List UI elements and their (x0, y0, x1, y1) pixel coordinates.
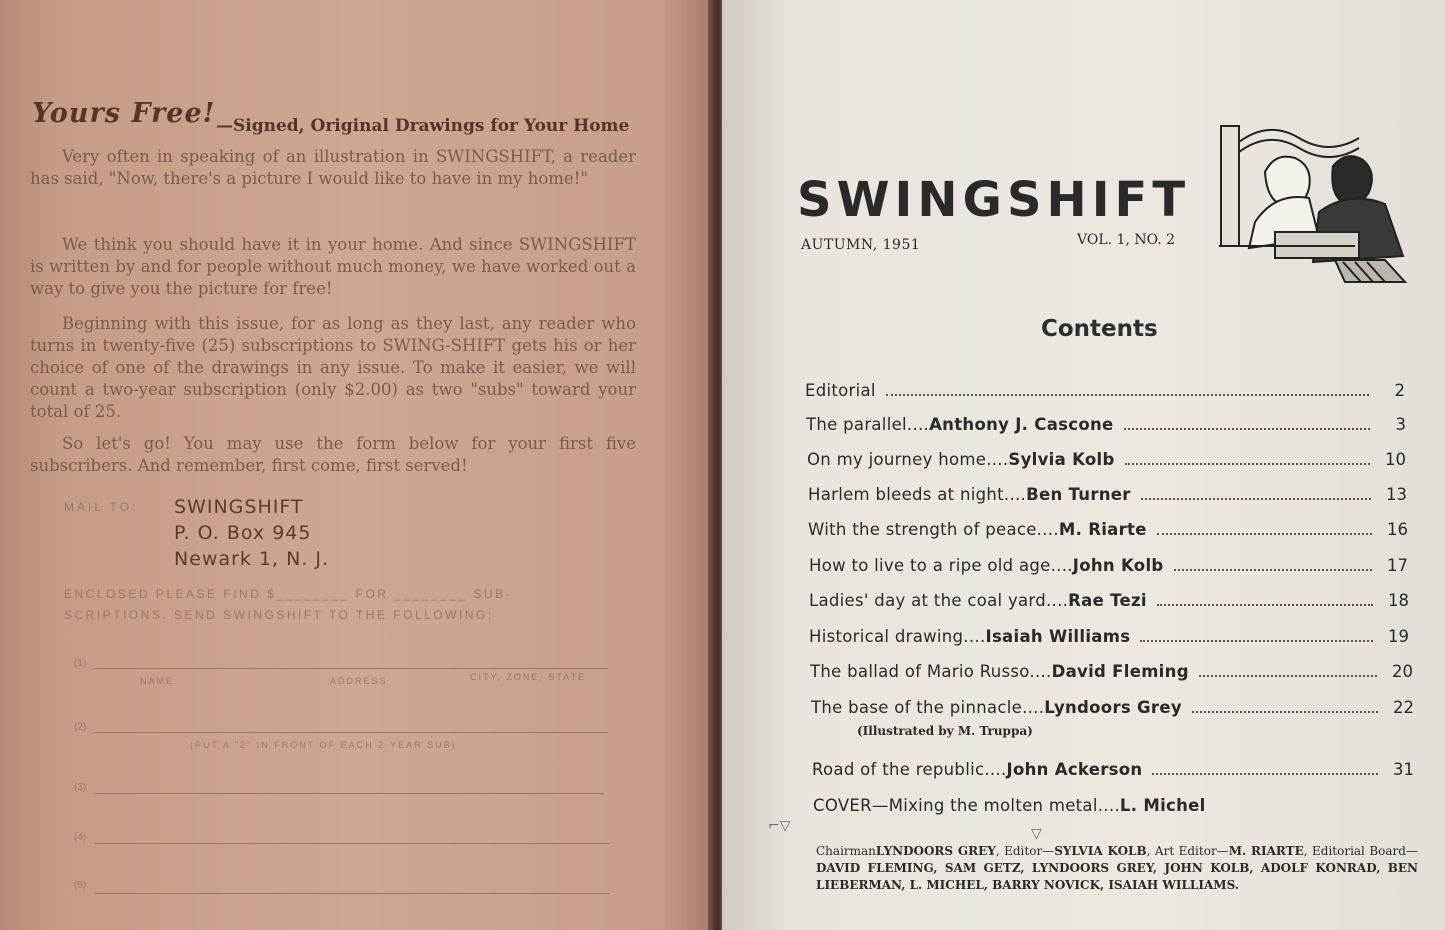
pencil-mark: ▽ (1031, 826, 1042, 842)
toc-leader (1157, 604, 1373, 606)
form-line (94, 843, 610, 844)
address-line: Newark 1, N. J. (174, 548, 330, 570)
toc-entry-author: Isaiah Williams (985, 627, 1131, 646)
toc-entry-title: The parallel.... (806, 415, 930, 434)
toc-entry-page: 16 (1387, 520, 1408, 539)
toc-entry-author: M. Riarte (1058, 520, 1147, 539)
toc-entry-title: The base of the pinnacle.... (811, 698, 1045, 717)
offer-paragraph: So let's go! You may use the form below for your first five subscribers. And remember, first come, first served! (30, 434, 636, 475)
form-row-number: (1) (74, 658, 87, 669)
toc-entry-author: Rae Tezi (1068, 591, 1147, 610)
toc-entry-title: Road of the republic.... (812, 760, 1007, 779)
form-row-number: (3) (74, 782, 87, 793)
toc-entry[interactable] (811, 698, 1414, 724)
toc-entry[interactable] (807, 450, 1406, 476)
toc-entry-title: Historical drawing.... (809, 627, 986, 646)
toc-entry-page: 10 (1385, 450, 1406, 469)
toc-leader (1140, 640, 1373, 642)
board-editor: SYLVIA KOLB (1054, 844, 1147, 858)
toc-entry-title: Harlem bleeds at night.... (808, 485, 1027, 504)
toc-leader (1141, 498, 1371, 500)
toc-entry[interactable] (809, 627, 1409, 653)
toc-entry-page: 31 (1393, 760, 1414, 779)
form-note: (PUT A "2" IN FRONT OF EACH 2-YEAR SUB) (190, 740, 457, 750)
form-instructions: ENCLOSED PLEASE FIND $________ FOR ________ SUB-SCRIPTIONS. SEND SWINGSHIFT TO THE FOLLOWING: (64, 587, 513, 622)
toc-entry-page: 13 (1386, 485, 1407, 504)
illustration-credit: (Illustrated by M. Truppa) (857, 724, 1033, 738)
issue-volume: VOL. 1, NO. 2 (1077, 232, 1176, 248)
form-line (94, 893, 610, 894)
toc-entry-title: COVER—Mixing the molten metal.... (813, 796, 1120, 815)
board-members-label: , Editorial Board— (1303, 844, 1418, 858)
toc-entry-title: The ballad of Mario Russo.... (810, 662, 1052, 681)
toc-leader (1157, 533, 1372, 535)
offer-title: Yours Free! (32, 98, 216, 129)
toc-entry-page: 17 (1387, 556, 1408, 575)
toc-entry[interactable] (813, 796, 1313, 822)
toc-entry-author: Sylvia Kolb (1008, 450, 1115, 469)
toc-entry-title: With the strength of peace.... (808, 520, 1059, 539)
toc-entry-author: John Ackerson (1006, 760, 1143, 779)
address-line: SWINGSHIFT (174, 496, 304, 518)
board-art-editor: M. RIARTE (1228, 844, 1304, 858)
toc-entry-author: L. Michel (1119, 796, 1206, 815)
contents-heading: Contents (1041, 316, 1158, 342)
offer-subtitle: —Signed, Original Drawings for Your Home (216, 116, 630, 136)
mail-to-address (174, 494, 329, 572)
toc-entry-author: Lyndoors Grey (1044, 698, 1182, 717)
board-editor-label: , Editor— (995, 844, 1055, 858)
toc-leader (886, 394, 1369, 396)
toc-entry-author: Anthony J. Cascone (929, 415, 1114, 434)
masthead: SWINGSHIFT (797, 172, 1191, 228)
offer-paragraph: We think you should have it in your home. And since SWINGSHIFT is written by and for people without much money, we have worked out a way to give you the picture for free! (30, 235, 636, 298)
form-row-number: (2) (74, 722, 87, 733)
toc-entry-author: John Kolb (1072, 556, 1164, 575)
toc-entry[interactable] (809, 556, 1408, 582)
form-column-city: CITY, ZONE, STATE (470, 672, 587, 682)
toc-leader (1199, 675, 1377, 677)
toc-leader (1174, 569, 1372, 571)
workers-illustration (1215, 112, 1425, 292)
toc-entry[interactable] (808, 485, 1407, 511)
toc-entry-title: On my journey home.... (807, 450, 1009, 469)
board-members: DAVID FLEMING, SAM GETZ, LYNDOORS GREY, JOHN KOLB, ADOLF KONRAD, BEN LIEBERMAN, L. MICHEL, BARRY NOVICK, ISAIAH WILLIAMS. (816, 861, 1418, 892)
form-column-address: ADDRESS (330, 676, 388, 686)
toc-entry[interactable] (809, 591, 1409, 617)
pencil-mark: ⌐▽ (768, 818, 791, 834)
toc-entry-page: 3 (1395, 415, 1406, 434)
toc-entry-author: David Fleming (1051, 662, 1189, 681)
toc-leader (1152, 773, 1378, 775)
mail-to-label: MAIL TO: (64, 500, 139, 514)
issue-date: AUTUMN, 1951 (801, 237, 921, 253)
toc-entry-title: How to live to a ripe old age.... (809, 556, 1073, 575)
toc-entry[interactable] (812, 760, 1414, 786)
toc-entry[interactable] (808, 520, 1408, 546)
toc-entry-title: Editorial (805, 381, 876, 400)
offer-paragraph: Beginning with this issue, for as long as they last, any reader who turns in twenty-five (25) subscriptions to SWING-SHIFT gets his or her choice of one of the drawings in any issue. To make it easier, we will count a two-year subscription (only $2.00) as two "subs" toward your total of 25. (30, 314, 636, 421)
toc-leader (1125, 463, 1370, 465)
toc-entry-page: 19 (1388, 627, 1409, 646)
editorial-board (816, 843, 1418, 894)
toc-entry-page: 20 (1392, 662, 1413, 681)
form-row-number: (4) (74, 832, 87, 843)
form-line (94, 668, 608, 669)
toc-leader (1124, 428, 1370, 430)
toc-entry-page: 22 (1393, 698, 1414, 717)
offer-paragraph: Very often in speaking of an illustration in SWINGSHIFT, a reader has said, "Now, there's a picture I would like to have in my home!" (30, 147, 636, 188)
left-page (0, 0, 716, 930)
form-line (94, 732, 608, 733)
form-column-name: NAME (140, 676, 175, 686)
toc-entry[interactable] (810, 662, 1413, 688)
address-line: P. O. Box 945 (174, 522, 312, 544)
board-chairman: LYNDOORS GREY (875, 844, 996, 858)
toc-entry-title: Ladies' day at the coal yard.... (809, 591, 1069, 610)
toc-entry[interactable] (805, 381, 1405, 407)
board-art-label: , Art Editor— (1146, 844, 1229, 858)
toc-entry-author: Ben Turner (1026, 485, 1131, 504)
toc-entry-page: 2 (1394, 381, 1405, 400)
toc-leader (1192, 711, 1378, 713)
board-chairman-label: Chairman (816, 844, 876, 858)
toc-entry-page: 18 (1388, 591, 1409, 610)
toc-entry[interactable] (806, 415, 1406, 441)
form-row-number: (5) (74, 880, 87, 891)
form-line (94, 793, 604, 794)
